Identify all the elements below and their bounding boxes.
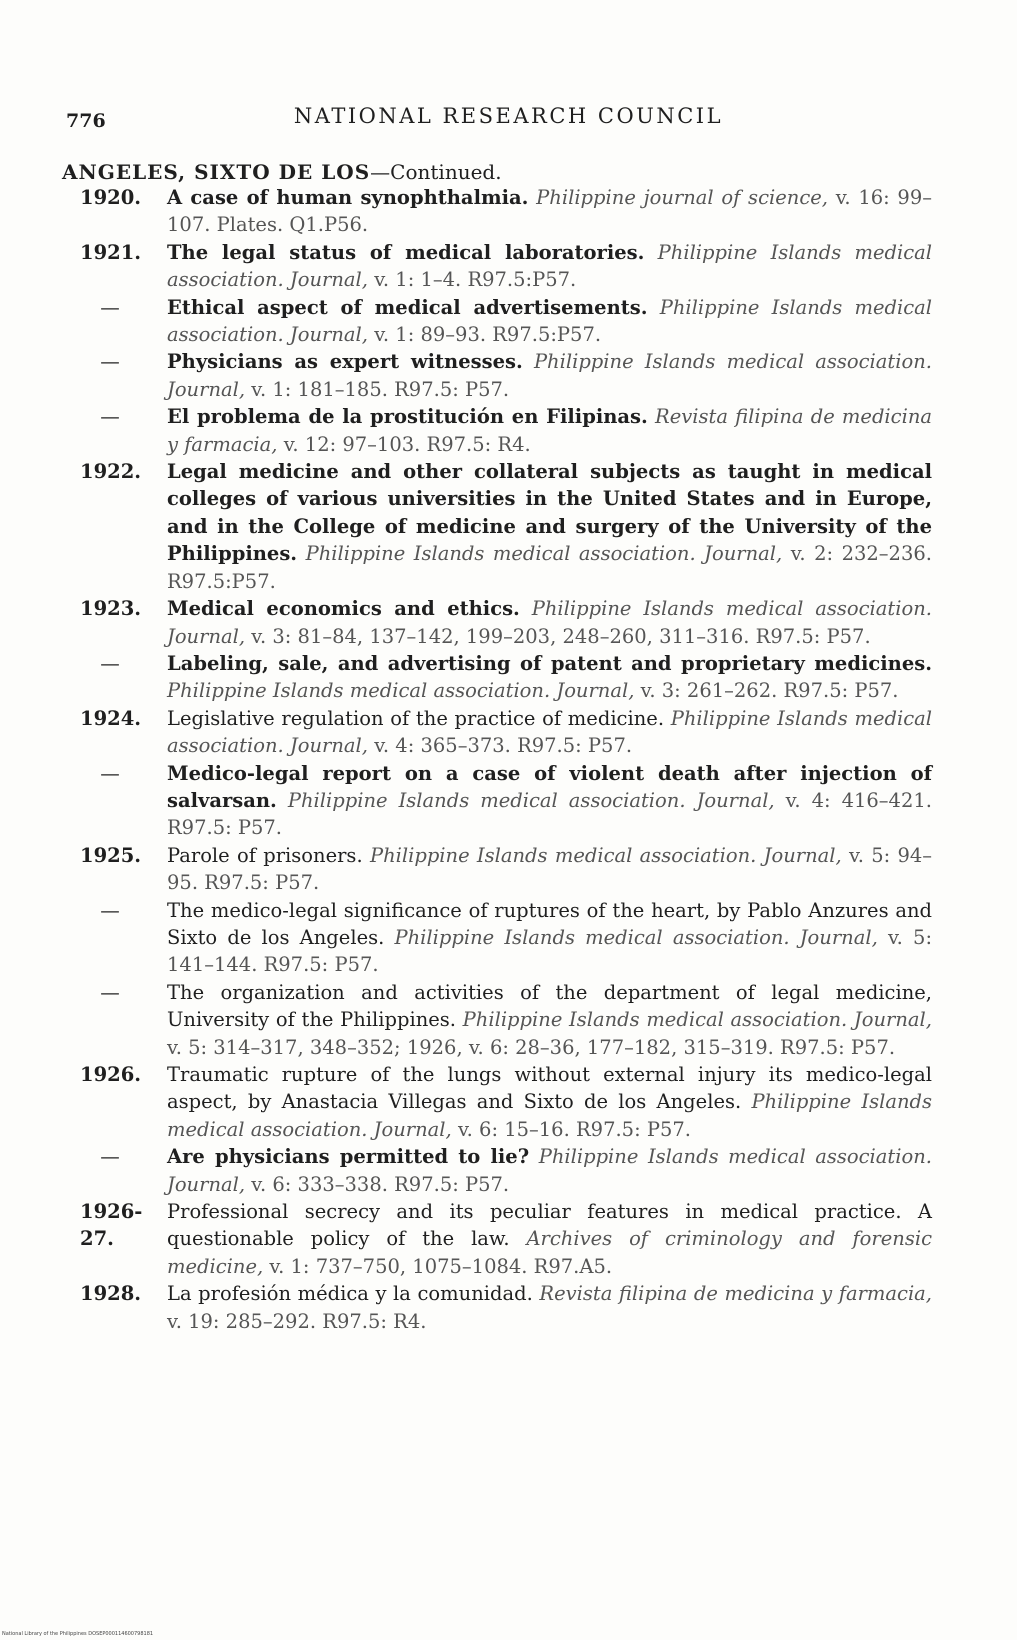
entry-citation: v. 2: 232–236. R97.5:P57. [167, 542, 932, 593]
entry-title: The medico-legal significance of ruptures of the heart, by Pablo Anzures and Sixto de los Angeles. [167, 898, 932, 949]
entry-title: Labeling, sale, and advertising of patent and proprietary medicines. [167, 651, 932, 675]
entry-year: — [100, 980, 120, 1004]
bibliography-entry [62, 979, 932, 1061]
entry-source: Philippine Islands medical association. Journal, [167, 240, 932, 292]
entry-source: Philippine Islands medical association. Journal, [394, 925, 878, 949]
entry-year: 1923. [80, 597, 142, 621]
entry-citation: v. 1: 181–185. R97.5: P57. [251, 377, 510, 401]
entry-year: — [100, 350, 120, 374]
entry-year: 1928. [80, 1282, 142, 1306]
page-number: 776 [66, 110, 106, 132]
entry-source: Philippine Islands medical association. Journal, [167, 1090, 932, 1141]
entry-year: 1926. [80, 1063, 142, 1086]
entry-source: Philippine Islands medical association. Journal, [167, 706, 933, 758]
entry-citation: v. 5: 141–144. R97.5: P57. [167, 925, 933, 977]
entry-title: Parole of prisoners. [167, 843, 363, 867]
entry-citation: v. 6: 15–16. R97.5: P57. [457, 1117, 691, 1141]
author-name: ANGELES, SIXTO DE LOS [62, 160, 371, 184]
entry-citation: v. 4: 365–373. R97.5: P57. [374, 734, 633, 758]
entry-title: A case of human synophthalmia. [167, 186, 529, 209]
entry-source: Revista filipina de medicina y farmacia, [167, 405, 933, 456]
entry-title: Physicians as expert witnesses. [167, 350, 523, 374]
bibliography-entry [62, 294, 932, 349]
bibliography-entry [62, 1198, 932, 1280]
running-title: NATIONAL RESEARCH COUNCIL [293, 104, 724, 128]
entry-source: Philippine Islands medical association. Journal, [287, 788, 775, 812]
entry-year: — [100, 1145, 120, 1169]
page-header [60, 100, 957, 130]
bibliography-entry [62, 760, 932, 842]
bibliography-entry [62, 239, 932, 294]
entry-citation: v. 4: 416–421. R97.5: P57. [167, 788, 932, 840]
bibliography-entry [62, 705, 932, 760]
entry-citation: v. 19: 285–292. R97.5: R4. [167, 1309, 427, 1333]
bibliography-entry [62, 897, 932, 979]
entry-citation: v. 5: 314–317, 348–352; 1926, v. 6: 28–36, 177–182, 315–319. R97.5: P57. [167, 1035, 896, 1059]
bibliography-entry [62, 595, 932, 650]
entry-source: Philippine Islands medical association. Journal, [167, 597, 932, 648]
entry-year: — [100, 651, 120, 675]
entry-title: Medico-legal report on a case of violent death after injection of salvarsan. [167, 761, 932, 812]
entry-year: 1925. [80, 843, 142, 867]
author-heading [62, 160, 502, 184]
entry-title: Medical economics and ethics. [167, 597, 520, 621]
entry-year: — [100, 405, 120, 429]
bibliography-entry [62, 650, 932, 705]
entry-citation: v. 12: 97–103. R97.5: R4. [283, 432, 531, 456]
entry-citation: v. 1: 737–750, 1075–1084. R97.A5. [269, 1254, 613, 1278]
entry-citation: v. 1: 1–4. R97.5:P57. [374, 268, 577, 292]
bibliography-entry [62, 1143, 932, 1198]
entry-year: 1924. [80, 706, 142, 730]
entry-title: Legal medicine and other collateral subjects as taught in medical colleges of various universities in the United States and in Europe, and in the College of medicine and surgery of the University of the Philippines. [167, 460, 932, 566]
entry-year: 1922. [80, 460, 142, 484]
entry-source: Philippine Islands medical association. Journal, [167, 679, 635, 703]
entry-title: Professional secrecy and its peculiar features in medical practice. A questionable policy of the law. [167, 1200, 932, 1251]
bibliography-entry [62, 184, 932, 239]
author-continued: —Continued. [370, 160, 502, 184]
entry-source: Archives of criminology and forensic medicine, [167, 1227, 932, 1278]
entry-year: 1926-27. [80, 1200, 143, 1251]
entry-citation: v. 3: 261–262. R97.5: P57. [640, 679, 899, 703]
entry-year: 1921. [80, 240, 142, 264]
entry-source: Philippine Islands medical association. Journal, [167, 295, 932, 347]
entry-title: Traumatic rupture of the lungs without external injury its medico-legal aspect, by Anastacia Villegas and Sixto de los Angeles. [167, 1063, 932, 1114]
entry-source: Philippine Islands medical association. Journal, [167, 350, 932, 401]
scan-footer: National Library of the Philippines DOSEP000114600798181 [2, 1631, 154, 1637]
bibliography-entry [62, 1280, 932, 1335]
entry-title: La profesión médica y la comunidad. [167, 1282, 533, 1306]
entry-source: Philippine journal of science, [536, 186, 828, 209]
entry-title: Legislative regulation of the practice of medicine. [167, 706, 665, 730]
entry-title: The organization and activities of the department of legal medicine, University of the Philippines. [167, 980, 932, 1032]
entry-source: Philippine Islands medical association. Journal, [462, 1008, 932, 1032]
bibliography-entry [62, 458, 932, 595]
entry-citation: v. 3: 81–84, 137–142, 199–203, 248–260, 311–316. R97.5: P57. [251, 624, 871, 648]
entry-citation: v. 16: 99–107. Plates. Q1.P56. [167, 186, 932, 237]
entry-source: Philippine Islands medical association. Journal, [167, 1145, 932, 1196]
entry-year: 1920. [80, 186, 142, 209]
entry-citation: v. 5: 94–95. R97.5: P57. [167, 843, 933, 895]
entry-title: El problema de la prostitución en Filipinas. [167, 405, 648, 429]
bibliography-entry [62, 403, 932, 458]
bibliography-entry [62, 348, 932, 403]
entry-citation: v. 6: 333–338. R97.5: P57. [251, 1172, 510, 1196]
bibliography-list [62, 184, 932, 1335]
entry-title: Ethical aspect of medical advertisements. [167, 295, 648, 319]
entry-source: Philippine Islands medical association. Journal, [305, 542, 783, 566]
entry-citation: v. 1: 89–93. R97.5:P57. [374, 323, 602, 347]
entry-source: Revista filipina de medicina y farmacia, [539, 1282, 933, 1306]
entry-year: — [100, 295, 120, 319]
bibliography-entry [62, 1061, 932, 1143]
entry-source: Philippine Islands medical association. Journal, [369, 843, 842, 867]
entry-title: Are physicians permitted to lie? [167, 1145, 530, 1169]
entry-year: — [100, 898, 120, 922]
entry-title: The legal status of medical laboratories. [167, 240, 645, 264]
bibliography-entry [62, 842, 932, 897]
entry-year: — [100, 761, 120, 785]
